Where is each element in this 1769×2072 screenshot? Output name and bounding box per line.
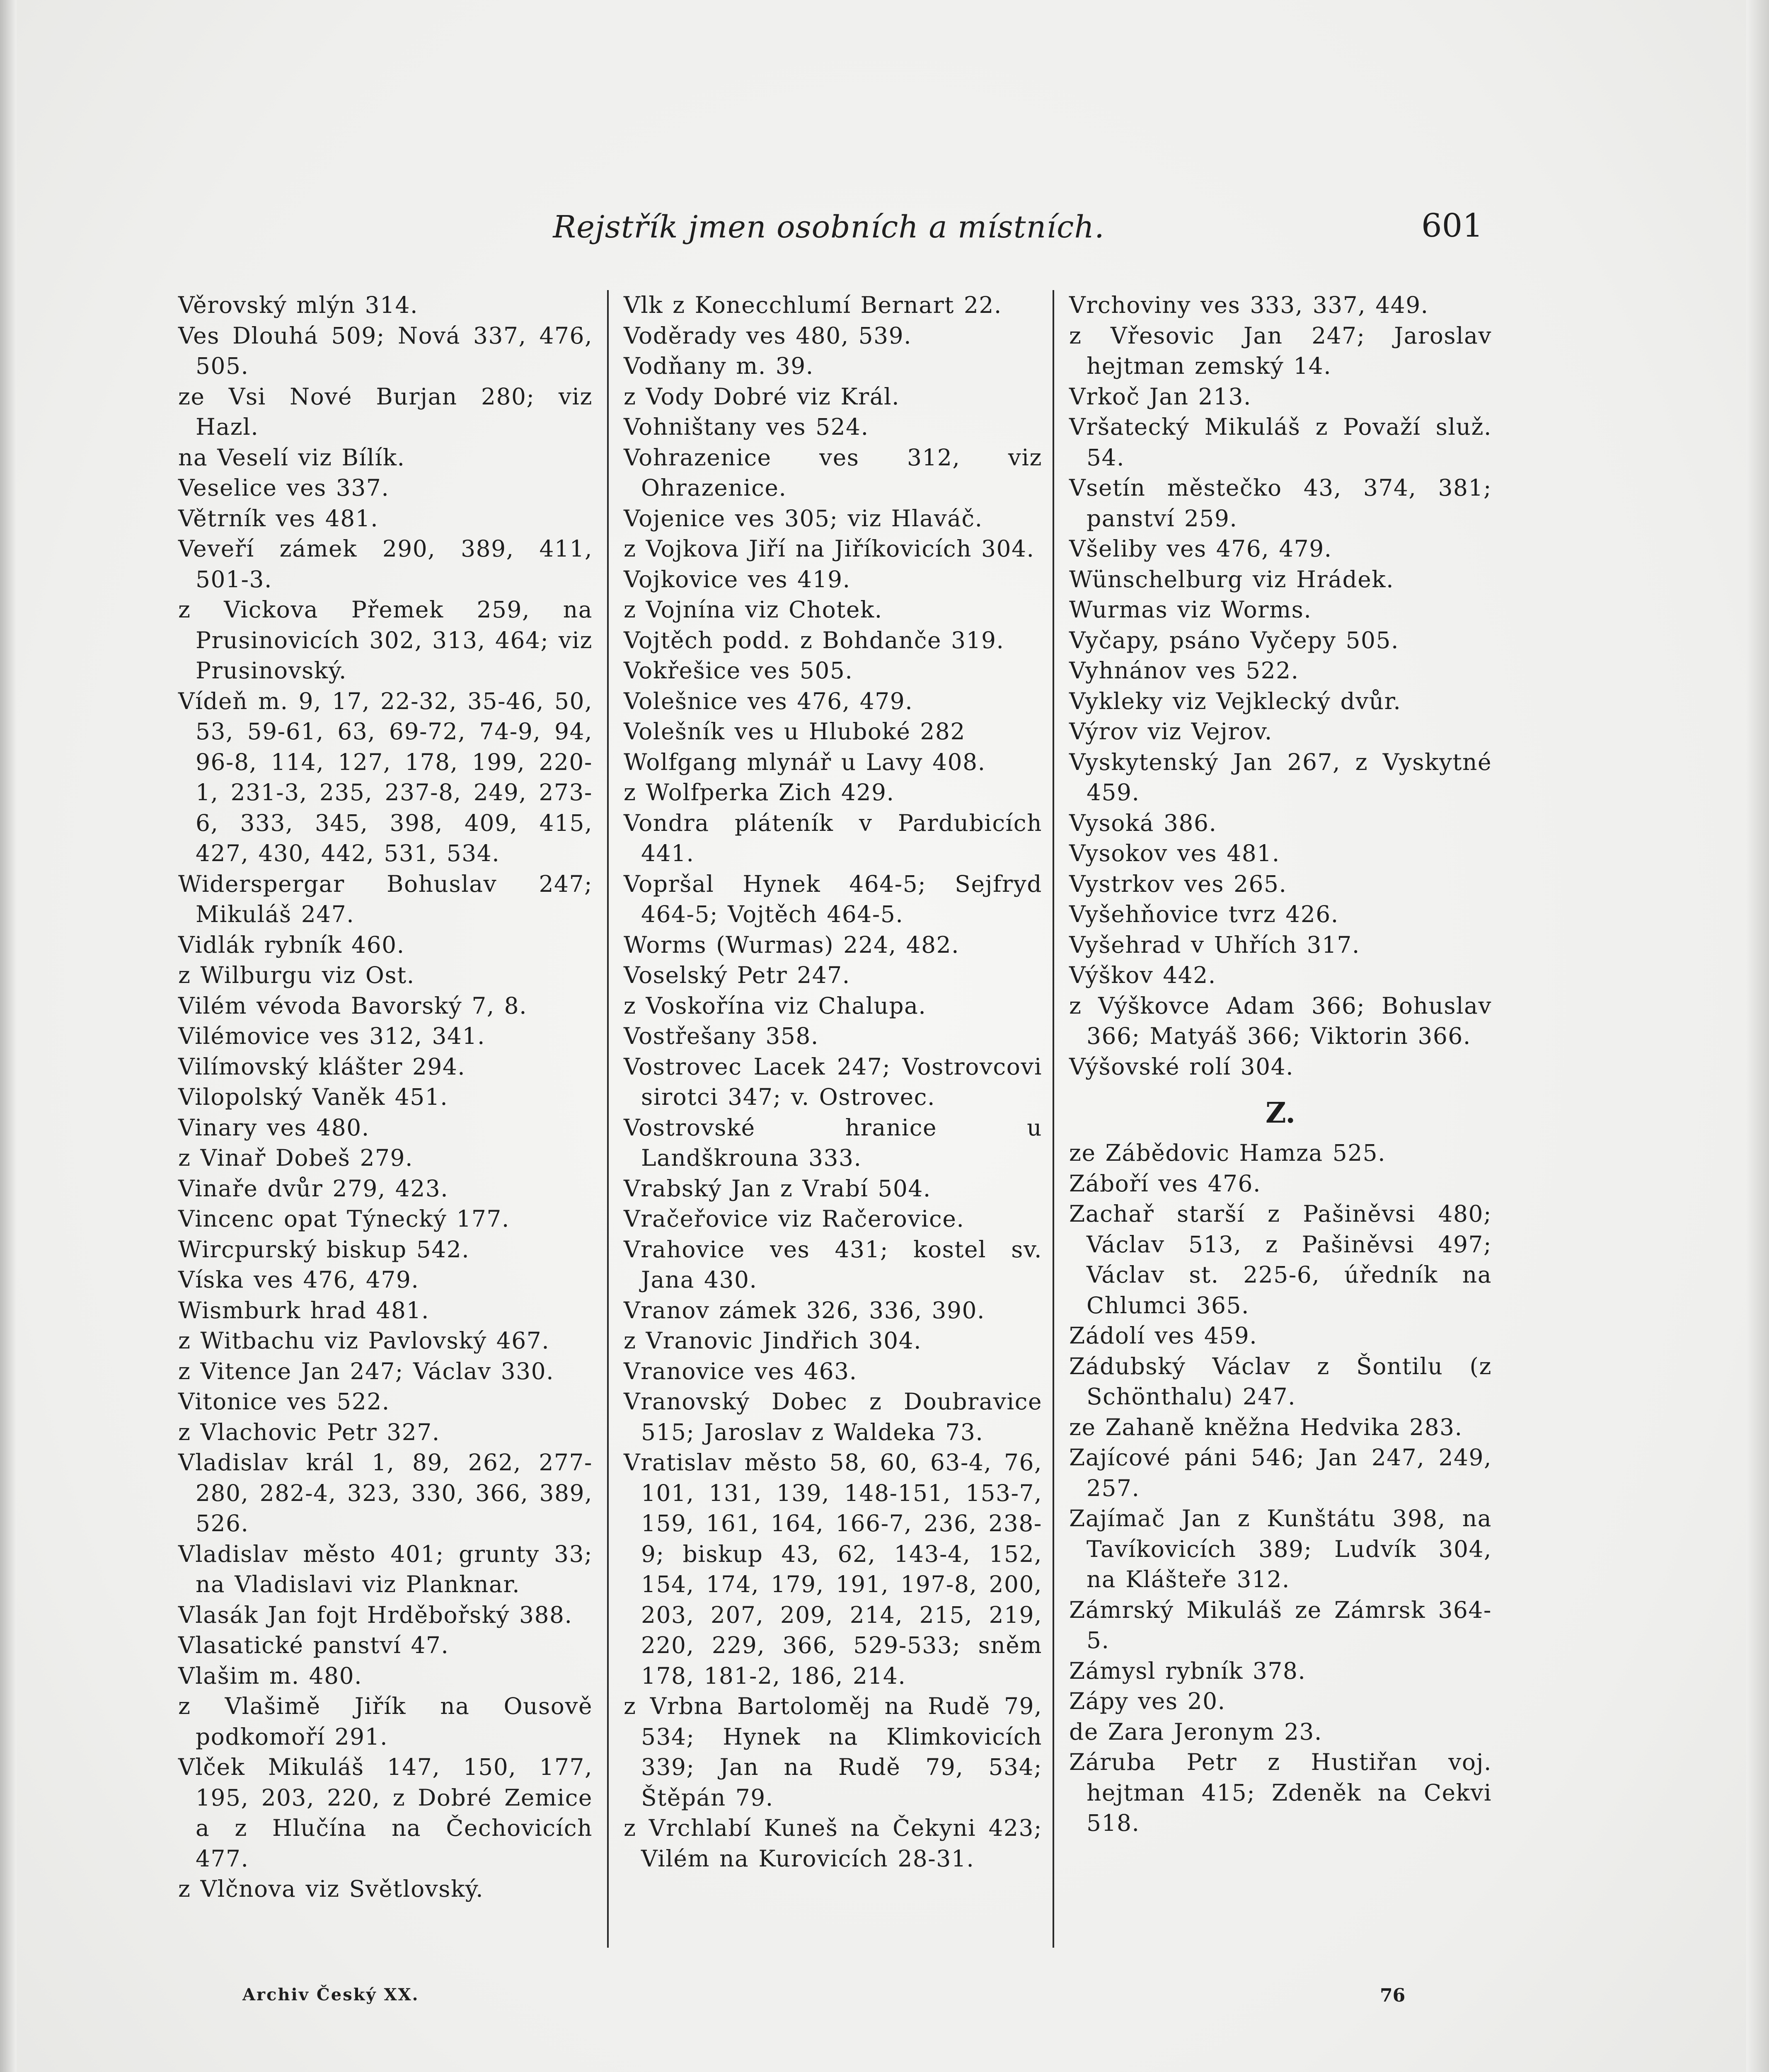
index-entry: Vostřešany 358. (624, 1023, 819, 1049)
index-entry: Víska ves 476, 479. (178, 1266, 419, 1293)
index-entry: Veselice ves 337. (178, 474, 390, 501)
index-entry: z Vojkova Jiří na Jiříkovicích 304. (624, 535, 1035, 562)
section-letter-heading: Z. (1265, 1097, 1296, 1130)
index-entry: Voděrady ves 480, 539. (624, 322, 912, 349)
index-entry: Vohništany ves 524. (624, 414, 869, 440)
index-entry: Vyšehrad v Uhřích 317. (1069, 931, 1360, 958)
index-entry: Volešník ves u Hluboké 282 (624, 718, 966, 745)
index-entry: Vranovský Dobec z Doubravice 515; Jaroslav z Waldeka 73. (624, 1388, 1042, 1445)
index-entry: Výškov 442. (1069, 962, 1216, 988)
index-entry: Věrovský mlýn 314. (178, 292, 418, 318)
index-entry: z Vlčnova viz Světlovský. (178, 1876, 484, 1902)
index-entry: Vodňany m. 39. (624, 353, 814, 379)
index-entry: Vrchoviny ves 333, 337, 449. (1069, 292, 1429, 318)
index-entry: Wurmas viz Worms. (1069, 596, 1312, 623)
index-entry: Větrník ves 481. (178, 505, 379, 532)
index-entry: Zajícové páni 546; Jan 247, 249, 257. (1069, 1444, 1492, 1501)
index-entry: Vilímovský klášter 294. (178, 1053, 466, 1080)
index-entry: Vlasák Jan fojt Hrděbořský 388. (178, 1601, 573, 1628)
index-entry: Vohrazenice ves 312, viz Ohrazenice. (624, 444, 1042, 501)
index-entry: Vincenc opat Týnecký 177. (178, 1205, 510, 1232)
index-entry: Zachař starší z Pašiněvsi 480; Václav 513, z Pašiněvsi 497; Václav st. 225-6, úředník na Chlumci 365. (1069, 1201, 1492, 1319)
index-column-3 (1069, 290, 1492, 1981)
index-entry: Všeliby ves 476, 479. (1069, 535, 1332, 562)
index-entry: Vilém vévoda Bavorský 7, 8. (178, 992, 528, 1019)
index-entry: Wolfgang mlynář u Lavy 408. (624, 748, 986, 775)
index-entry: Zádubský Václav z Šontilu (z Schönthalu) 247. (1069, 1353, 1492, 1410)
index-entry: Voselský Petr 247. (624, 962, 850, 988)
index-entry: Vondra pláteník v Pardubicích 441. (624, 809, 1042, 867)
column-divider (607, 290, 609, 1948)
index-entry: Vokřešice ves 505. (624, 657, 853, 684)
index-entry: Vykleky viz Vejklecký dvůr. (1069, 687, 1401, 714)
index-entry: Worms (Wurmas) 224, 482. (624, 931, 960, 958)
index-entry: Ves Dlouhá 509; Nová 337, 476, 505. (178, 322, 593, 379)
index-entry: z Výškovce Adam 366; Bohuslav 366; Matyáš 366; Viktorin 366. (1069, 992, 1492, 1049)
index-entry: z Vrbna Bartoloměj na Rudě 79, 534; Hynek na Klimkovicích 339; Jan na Rudě 79, 534; Štěpán 79. (624, 1693, 1042, 1811)
index-entry: z Vřesovic Jan 247; Jaroslav hejtman zemský 14. (1069, 322, 1492, 379)
index-entry: Vinaře dvůr 279, 423. (178, 1175, 449, 1202)
index-entry: Vyskytenský Jan 267, z Vyskytné 459. (1069, 748, 1492, 806)
index-entry: Zámrský Mikuláš ze Zámrsk 364-5. (1069, 1596, 1492, 1653)
index-entry: Zápy ves 20. (1069, 1688, 1226, 1714)
index-entry: Vyčapy, psáno Vyčepy 505. (1069, 627, 1399, 654)
index-entry: na Veselí viz Bílík. (178, 444, 405, 471)
index-entry: Záruba Petr z Hustiřan voj. hejtman 415; Zdeněk na Cekvi 518. (1069, 1749, 1492, 1836)
index-entry: Veveří zámek 290, 389, 411, 501-3. (178, 535, 593, 593)
index-entry: Vysokov ves 481. (1069, 840, 1280, 867)
column-divider (1053, 290, 1054, 1948)
index-entry: Vilémovice ves 312, 341. (178, 1023, 485, 1049)
index-entry: Vostrovec Lacek 247; Vostrovcovi sirotci 347; v. Ostrovec. (624, 1053, 1042, 1110)
index-entry: Vitonice ves 522. (178, 1388, 390, 1415)
index-entry: Wünschelburg viz Hrádek. (1069, 566, 1394, 593)
index-entry: Vopršal Hynek 464-5; Sejfryd 464-5; Vojtěch 464-5. (624, 870, 1042, 927)
index-entry: Vostrovské hranice u Landškrouna 333. (624, 1114, 1042, 1171)
index-entry: Zádolí ves 459. (1069, 1322, 1258, 1349)
index-entry: Wircpurský biskup 542. (178, 1236, 470, 1263)
index-entry: Výrov viz Vejrov. (1069, 718, 1273, 745)
index-entry: Vrkoč Jan 213. (1069, 383, 1251, 410)
index-entry: Vranovice ves 463. (624, 1358, 857, 1385)
index-entry: Vinary ves 480. (178, 1114, 370, 1141)
index-entry: z Wolfperka Zich 429. (624, 779, 895, 806)
sheet-number: 76 (1380, 1985, 1406, 2006)
index-entry: Widerspergar Bohuslav 247; Mikuláš 247. (178, 870, 593, 927)
page-edge-right (1746, 0, 1769, 2072)
index-entry: Volešnice ves 476, 479. (624, 687, 913, 714)
index-entry: ze Zábědovic Hamza 525. (1069, 1140, 1386, 1166)
index-entry: z Vlašimě Jiřík na Ousově podkomoří 291. (178, 1693, 593, 1750)
index-column-1 (178, 290, 593, 1981)
index-entry: Vrahovice ves 431; kostel sv. Jana 430. (624, 1236, 1042, 1293)
printer-signature: Archiv Český XX. (242, 1985, 419, 2004)
index-entry: Vysoká 386. (1069, 809, 1217, 836)
index-entry: Vsetín městečko 43, 374, 381; panství 259. (1069, 474, 1492, 532)
index-entry: Vlašim m. 480. (178, 1662, 363, 1689)
index-entry: Záboří ves 476. (1069, 1170, 1261, 1197)
index-entry: z Voskořína viz Chalupa. (624, 992, 927, 1019)
index-entry: z Vrchlabí Kuneš na Čekyni 423; Vilém na Kurovicích 28-31. (624, 1815, 1042, 1872)
page-edge-left (0, 0, 17, 2072)
running-title: Rejstřík jmen osobních a místních. (553, 209, 1105, 245)
index-entry: z Vody Dobré viz Král. (624, 383, 900, 410)
index-entry: Vračeřovice viz Račerovice. (624, 1205, 965, 1232)
index-entry: Vojenice ves 305; viz Hlaváč. (624, 505, 983, 532)
index-columns (178, 290, 1496, 1981)
index-entry: Vladislav město 401; grunty 33; na Vladislavi viz Planknar. (178, 1540, 593, 1598)
index-entry: Zámysl rybník 378. (1069, 1657, 1306, 1684)
index-entry: Vrabský Jan z Vrabí 504. (624, 1175, 931, 1202)
index-entry: z Vitence Jan 247; Václav 330. (178, 1358, 554, 1385)
index-entry: Vlk z Konecchlumí Bernart 22. (624, 292, 1002, 318)
index-entry: z Vickova Přemek 259, na Prusinovicích 302, 313, 464; viz Prusinovský. (178, 596, 593, 684)
index-entry: Vyšehňovice tvrz 426. (1069, 901, 1339, 927)
index-entry: Vratislav město 58, 60, 63-4, 76, 101, 131, 139, 148-151, 153-7, 159, 161, 164, 166-7, 236, 238-9; biskup 43, 62, 143-4, 152, 154, 174, 179, 191, 197-8, 200, 203, 207, 209, 214, 215, 219, 220, 229, 366, 529-533; sněm 178, 181-2, 186, 214. (624, 1449, 1042, 1689)
index-entry: z Witbachu viz Pavlovský 467. (178, 1327, 550, 1354)
index-entry: Vídeň m. 9, 17, 22-32, 35-46, 50, 53, 59-61, 63, 69-72, 74-9, 94, 96-8, 114, 127, 178, 199, 220-1, 231-3, 235, 237-8, 249, 273-6, 333, 345, 398, 409, 415, 427, 430, 442, 531, 534. (178, 687, 593, 867)
index-entry: Wismburk hrad 481. (178, 1297, 429, 1324)
index-entry: de Zara Jeronym 23. (1069, 1718, 1322, 1745)
index-entry: Vojtěch podd. z Bohdanče 319. (624, 627, 1004, 654)
index-entry: Vilopolský Vaněk 451. (178, 1084, 448, 1110)
index-entry: Vlček Mikuláš 147, 150, 177, 195, 203, 220, z Dobré Zemice a z Hlučína na Čechovicích 477. (178, 1754, 593, 1872)
index-column-2 (624, 290, 1042, 1981)
index-entry: Vranov zámek 326, 336, 390. (624, 1297, 985, 1324)
index-entry: ze Vsi Nové Burjan 280; viz Hazl. (178, 383, 593, 440)
index-entry: Výšovské rolí 304. (1069, 1053, 1294, 1080)
index-entry: Vystrkov ves 265. (1069, 870, 1287, 897)
page-number: 601 (1421, 207, 1483, 244)
index-entry: Vlasatické panství 47. (178, 1632, 449, 1658)
index-entry: Zajímač Jan z Kunštátu 398, na Tavíkovicích 389; Ludvík 304, na Klášteře 312. (1069, 1505, 1492, 1593)
index-entry: Vidlák rybník 460. (178, 931, 405, 958)
index-entry: ze Zahaně kněžna Hedvika 283. (1069, 1414, 1463, 1440)
index-entry: z Vranovic Jindřich 304. (624, 1327, 922, 1354)
index-entry: z Wilburgu viz Ost. (178, 962, 415, 988)
index-entry: Vršatecký Mikuláš z Považí služ. 54. (1069, 414, 1492, 471)
index-entry: z Vlachovic Petr 327. (178, 1418, 440, 1445)
index-entry: Vladislav král 1, 89, 262, 277-280, 282-4, 323, 330, 366, 389, 526. (178, 1449, 593, 1537)
index-entry: z Vojnína viz Chotek. (624, 596, 883, 623)
index-entry: Vyhnánov ves 522. (1069, 657, 1299, 684)
index-entry: Vojkovice ves 419. (624, 566, 851, 593)
index-entry: z Vinař Dobeš 279. (178, 1145, 413, 1171)
